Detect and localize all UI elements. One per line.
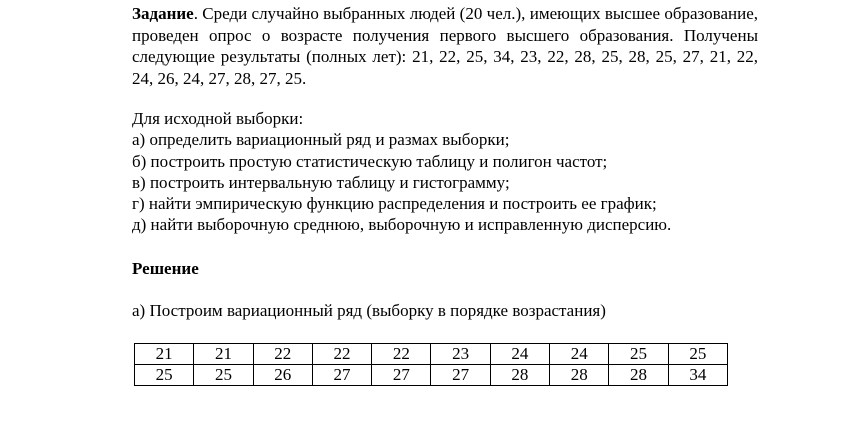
table-cell: 28 — [490, 365, 549, 386]
table-cell: 22 — [253, 344, 312, 365]
task-text: . Среди случайно выбранных людей (20 чел.), имеющих высшее образование, проведен опрос о возрасте получения первого высшего образования. Получены следующие результаты (полных лет): 21, 22, 25, 34, 23, 22, 28, 25, 28, 25, 27, 21, 22, 24, 26, 24, 27, 28, 27, 25. — [132, 4, 758, 88]
table-cell: 27 — [372, 365, 431, 386]
table-cell: 25 — [135, 365, 194, 386]
table-row — [135, 365, 728, 386]
table-cell: 21 — [194, 344, 253, 365]
table-cell: 25 — [194, 365, 253, 386]
solution-step-a: а) Построим вариационный ряд (выборку в порядке возрастания) — [132, 301, 606, 320]
instructions-block — [132, 108, 758, 236]
table-cell: 21 — [135, 344, 194, 365]
table-cell: 25 — [668, 344, 727, 365]
table-cell: 23 — [431, 344, 490, 365]
table-cell: 25 — [609, 344, 668, 365]
table-row — [135, 344, 728, 365]
table-cell: 22 — [372, 344, 431, 365]
table-cell: 34 — [668, 365, 727, 386]
table-cell: 27 — [431, 365, 490, 386]
table-cell: 24 — [550, 344, 609, 365]
task-paragraph — [132, 3, 758, 89]
solution-heading: Решение — [132, 259, 199, 278]
instruction-item-d: г) найти эмпирическую функцию распределения и построить ее график; — [132, 194, 657, 214]
table-cell: 26 — [253, 365, 312, 386]
table-cell: 24 — [490, 344, 549, 365]
table-cell: 22 — [312, 344, 371, 365]
instruction-item-e: д) найти выборочную среднюю, выборочную и исправленную дисперсию. — [132, 215, 672, 235]
table-cell: 28 — [609, 365, 668, 386]
table-cell: 28 — [550, 365, 609, 386]
table-cell: 27 — [312, 365, 371, 386]
variation-series-table — [134, 343, 728, 386]
instructions-intro: Для исходной выборки: — [132, 109, 304, 128]
task-heading: Задание — [132, 4, 194, 23]
instruction-item-c: в) построить интервальную таблицу и гистограмму; — [132, 172, 510, 192]
instruction-item-a: а) определить вариационный ряд и размах выборки; — [132, 130, 510, 150]
instruction-item-b: б) построить простую статистическую таблицу и полигон частот; — [132, 151, 608, 171]
